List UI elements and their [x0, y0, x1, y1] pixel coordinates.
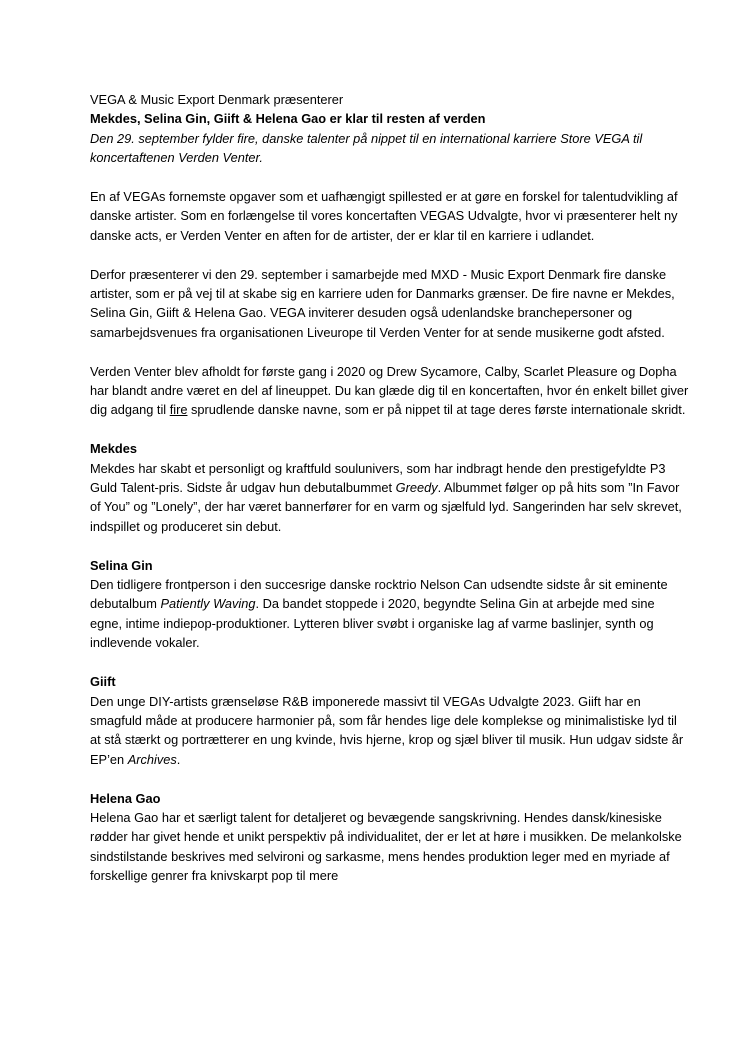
- selina-text-a: Den tidligere frontperson i den succesrige danske rocktrio Nelson Can udsendte sidste år sit eminente debutalbum: [90, 577, 668, 612]
- section-body-giift: [90, 692, 690, 770]
- section-body-mekdes: [90, 459, 690, 537]
- mekdes-album-title: Greedy: [395, 480, 438, 496]
- giift-text-a: Den unge DIY-artists grænseløse R&B imponerede massivt til VEGAs Udvalgte 2023. Giift har en smagfuld måde at producere harmonier på, som får hendes lige dele komplekse og minimalistiske lyd til at stå stærkt og portrætterer en ung kvinde, hvis hjerne, krop og sjæl bliver til musik. Hun udgav sidste år EP’en: [90, 693, 684, 767]
- subheadline: Den 29. september fylder fire, danske talenter på nippet til en international karriere Store VEGA til koncertaftenen Verden Venter.: [90, 130, 643, 166]
- giift-text-b: .: [176, 751, 181, 767]
- section-heading-giift: Giift: [90, 674, 116, 690]
- section-body-selina-gin: [90, 575, 690, 653]
- intro-paragraph-3: [90, 362, 690, 420]
- section-heading-helena-gao: Helena Gao: [90, 790, 161, 806]
- presenter-line: VEGA & Music Export Denmark præsenterer: [90, 92, 344, 107]
- document-page: [90, 90, 690, 886]
- section-body-helena-gao: Helena Gao har et særligt talent for detaljeret og bevægende sangskrivning. Hendes dansk/kinesiske rødder har givet hende et unikt perspektiv på individualitet, der er let at høre i musikken. De melankolske sindstilstande beskrives med selvironi og sarkasme, mens hendes produktion leger med en myriade af forskellige genrer fra knivskarpt pop til mere: [90, 809, 682, 884]
- selina-album-title: Patiently Waving: [160, 596, 256, 612]
- intro-paragraph-3-text-a: Verden Venter blev afholdt for første gang i 2020 og Drew Sycamore, Calby, Scarlet Pleasure og Dopha har blandt andre været en del af lineuppet. Du kan glæde dig til en koncertaften, hvor én enkelt billet giver dig adgang til: [90, 363, 689, 418]
- section-heading-mekdes: Mekdes: [90, 441, 137, 457]
- fire-link[interactable]: fire: [169, 402, 188, 418]
- intro-paragraph-2: Derfor præsenterer vi den 29. september i samarbejde med MXD - Music Export Denmark fire danske artister, som er på vej til at skabe sig en karriere uden for Danmarks grænser. De fire navne er Mekdes, Selina Gin, Giift & Helena Gao. VEGA inviterer desuden også udenlandske branchepersoner og samarbejdsvenues fra organisationen Liveurope til Verden Venter for at sende musikerne godt afsted.: [90, 266, 675, 340]
- giift-ep-title: Archives: [127, 751, 177, 767]
- mekdes-text-a: Mekdes har skabt et personligt og kraftfuld soulunivers, som har indbragt hende den prestigefyldte P3 Guld Talent-pris. Sidste år udgav hun debutalbummet: [90, 460, 666, 496]
- intro-paragraph-3-text-b: sprudlende danske navne, som er på nippet til at tage deres første internationale skridt.: [187, 402, 686, 418]
- section-heading-selina-gin: Selina Gin: [90, 557, 153, 573]
- headline: Mekdes, Selina Gin, Giift & Helena Gao er klar til resten af verden: [90, 111, 486, 127]
- mekdes-text-b: . Albummet følger op på hits som ”In Favor of You” og ”Lonely”, der har været bannerfører for en varm og sjælfuld lyd. Sangerinden har selv skrevet, indspillet og produceret sin debut.: [90, 480, 682, 534]
- selina-text-b: . Da bandet stoppede i 2020, begyndte Selina Gin at arbejde med sine egne, intime indiepop-produktioner. Lytteren bliver svøbt i organiske lag af varme baslinjer, synth og indlevende vokaler.: [90, 596, 655, 651]
- intro-paragraph-1: En af VEGAs fornemste opgaver som et uafhængigt spillested er at gøre en forskel for talentudvikling af danske artister. Som en forlængelse til vores koncertaften VEGAS Udvalgte, hvor vi præsenterer helt ny danske acts, er Verden Venter en aften for de artister, der er klar til en karriere i udlandet.: [90, 189, 678, 243]
